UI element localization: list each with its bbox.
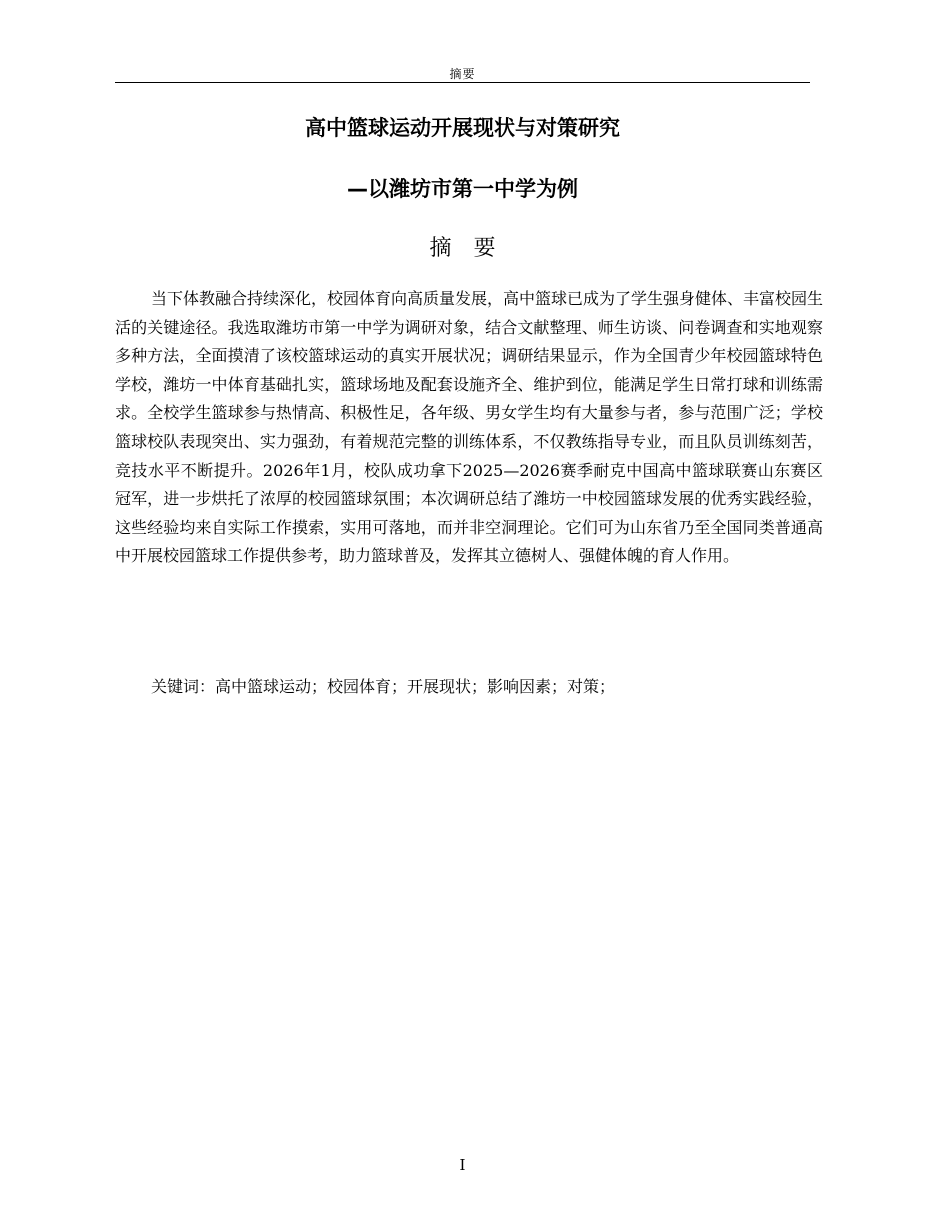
paper-title: 高中篮球运动开展现状与对策研究: [305, 116, 620, 140]
keywords-line: 关键词：高中篮球运动；校园体育；开展现状；影响因素；对策；: [151, 677, 616, 696]
paper-subtitle: —以潍坊市第一中学为例: [347, 177, 578, 201]
abstract-heading: 摘要: [429, 236, 518, 261]
header-rule: [115, 82, 810, 83]
abstract-body: 当下体教融合持续深化，校园体育向高质量发展，高中篮球已成为了学生强身健体、丰富校园生活的关键途径。我选取潍坊市第一中学为调研对象，结合文献整理、师生访谈、问卷调查和实地观察多种方法，全面摸清了该校篮球运动的真实开展状况；调研结果显示，作为全国青少年校园篮球特色学校，潍坊一中体育基础扎实，篮球场地及配套设施齐全、维护到位，能满足学生日常打球和训练需求。全校学生篮球参与热情高、积极性足，各年级、男女学生均有大量参与者，参与范围广泛；学校篮球校队表现突出、实力强劲，有着规范完整的训练体系，不仅教练指导专业，而且队员训练刻苦，竞技水平不断提升。2026年1月，校队成功拿下2025—2026赛季耐克中国高中篮球联赛山东赛区冠军，进一步烘托了浓厚的校园篮球氛围；本次调研总结了潍坊一中校园篮球发展的优秀实践经验，这些经验均来自实际工作摸索，实用可落地，而并非空洞理论。它们可为山东省乃至全国同类普通高中开展校园篮球工作提供参考，助力篮球普及，发挥其立德树人、强健体魄的育人作用。: [115, 289, 824, 566]
running-header: 摘要: [449, 67, 476, 81]
page-number: I: [459, 1156, 466, 1174]
